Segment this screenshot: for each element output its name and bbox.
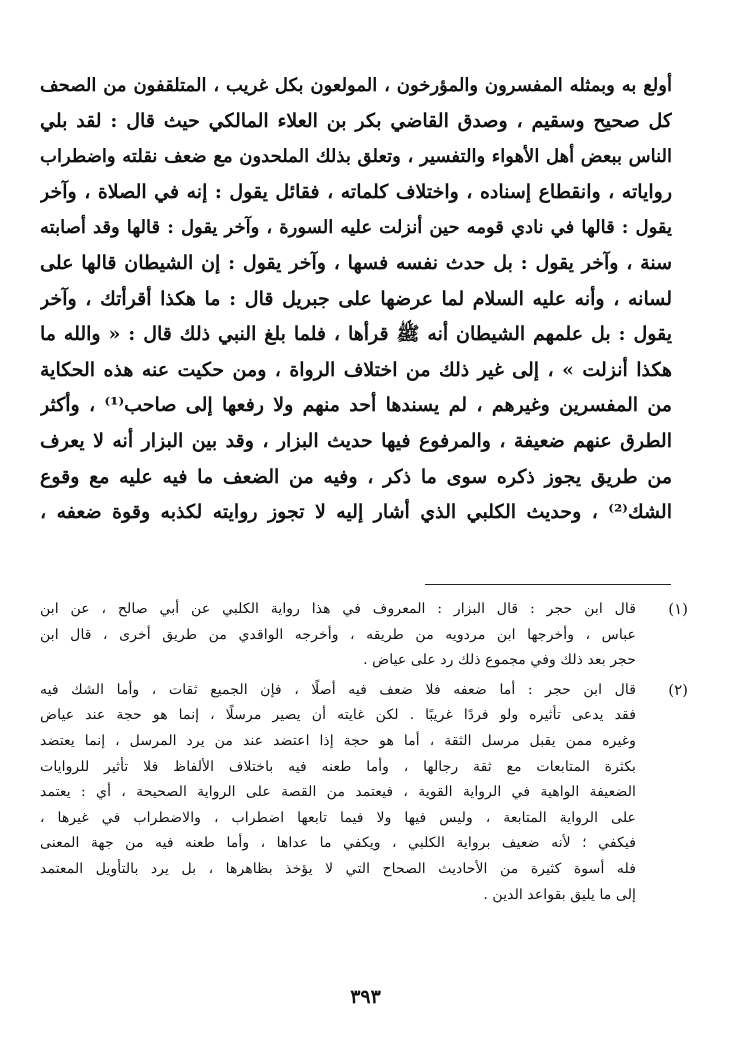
page-number: ٣٩٣ [350, 986, 381, 1008]
text-line: من طريق يجوز ذكره سوى ما ذكر ، وفيه من الضعف ما فيه عليه مع وقوع [40, 465, 672, 488]
footnote-line: حجر بعد ذلك وفي مجموع ذلك رد على عياض . [363, 652, 636, 669]
footnote-line: قال ابن حجر : قال البزار : المعروف في هذا رواية الكلبي عن أبي صالح ، عن ابن [40, 601, 636, 617]
text-line: الطرق عنهم ضعيفة ، والمرفوع فيها حديث البزار ، وقد بين البزار أنه لا يعرف [40, 429, 672, 452]
footnote-line: وغيره ممن يقبل مرسل الثقة ، أما هو حجة إذا اعتضد عند من يرد المرسل ، إنما يعتضد [40, 732, 636, 749]
text-line: يقول : قالها في نادي قومه حين أنزلت عليه السورة ، وآخر يقول : قالها وقد أصابته [40, 217, 672, 239]
footnote-line: قال ابن حجر : أما ضعفه فلا ضعف فيه أصلًا ، فإن الجميع ثقات ، وأما الشك فيه [40, 681, 636, 698]
text-line: لسانه ، وأنه عليه السلام لما عرضها على جبريل قال : ما هكذا أقرأتك ، وآخر [40, 287, 672, 310]
footnote-line: الضعيفة الواهية في الرواية القوية ، فيعتمد من القصة على الرواية الصحيحة ، أي : يعتمد [40, 784, 636, 801]
footnote-line: فله أسوة كثيرة من الأحاديث الصحاح التي لا يؤخذ بظاهرها ، بل يرد بالتأويل المعتمد [40, 860, 636, 877]
footnote-body [40, 678, 636, 908]
footnote-line: بكثرة المتابعات مع ثقة رجالها ، وأما طعنه فيه باختلاف الألفاظ فلا تأثير للروايات [40, 758, 636, 775]
text-line: هكذا أنزلت » ، إلى غير ذلك من اختلاف الرواة ، ومن حكيت عنه هذه الحكاية [40, 358, 672, 381]
main-text-block [40, 68, 672, 531]
text-line: سنة ، وآخر يقول : بل حدث نفسه فسها ، وآخر يقول : إن الشيطان قالها على [40, 251, 672, 274]
footnote-line: على الرواية المتابعة ، وليس فيها ولا فيما تابعها اضطراب ، والاضطراب في غيرها ، [40, 809, 636, 826]
footnote-line: عباس ، وأخرجها ابن مردويه من طريقه ، وأخرجه الواقدي من طريق أخرى ، قال ابن [40, 626, 636, 643]
footnote-body [40, 597, 636, 674]
text-line: كل صحيح وسقيم ، وصدق القاضي بكر بن العلاء المالكي حيث قال : لقد بلي [40, 109, 672, 132]
footnote-line: فيكفي ؛ لأنه ضعيف برواية الكلبي ، ويكفي ما عداها ، وأما طعنه فيه من جهة المعنى [40, 835, 636, 852]
text-line: من المفسرين وغيرهم ، لم يسندها أحد منهم ولا رفعها إلى صاحب⁽¹⁾ ، وأكثر [40, 394, 672, 417]
footnote-separator [425, 584, 671, 585]
footnote-2 [40, 678, 688, 908]
text-line: رواياته ، وانقطاع إسناده ، واختلاف كلماته ، فقائل يقول : إنه في الصلاة ، وآخر [40, 180, 672, 203]
footnotes [40, 597, 688, 908]
text-line: يقول : بل علمهم الشيطان أنه ﷺ قرأها ، فلما بلغ النبي ذلك قال : « والله ما [40, 323, 672, 346]
footnote-number: (٢) [668, 680, 688, 699]
footnote-1 [40, 597, 688, 674]
text-line: الشك⁽²⁾ ، وحديث الكلبي الذي أشار إليه لا تجوز روايته لكذبه وقوة ضعفه ، [40, 501, 672, 524]
text-line: أولع به وبمثله المفسرون والمؤرخون ، المولعون بكل غريب ، المتلقفون من الصحف [40, 75, 672, 96]
footnote-line: فقد يدعى تأثيره ولو فردًا غريبًا . لكن غايته أن يصير مرسلًا ، إنما هو حجة عند عياض [40, 707, 636, 724]
footnote-number: (١) [668, 600, 688, 618]
text-line: الناس ببعض أهل الأهواء والتفسير ، وتعلق بذلك الملحدون مع ضعف نقلته واضطراب [40, 146, 672, 168]
footnote-line: إلى ما يليق بقواعد الدين . [483, 886, 636, 903]
